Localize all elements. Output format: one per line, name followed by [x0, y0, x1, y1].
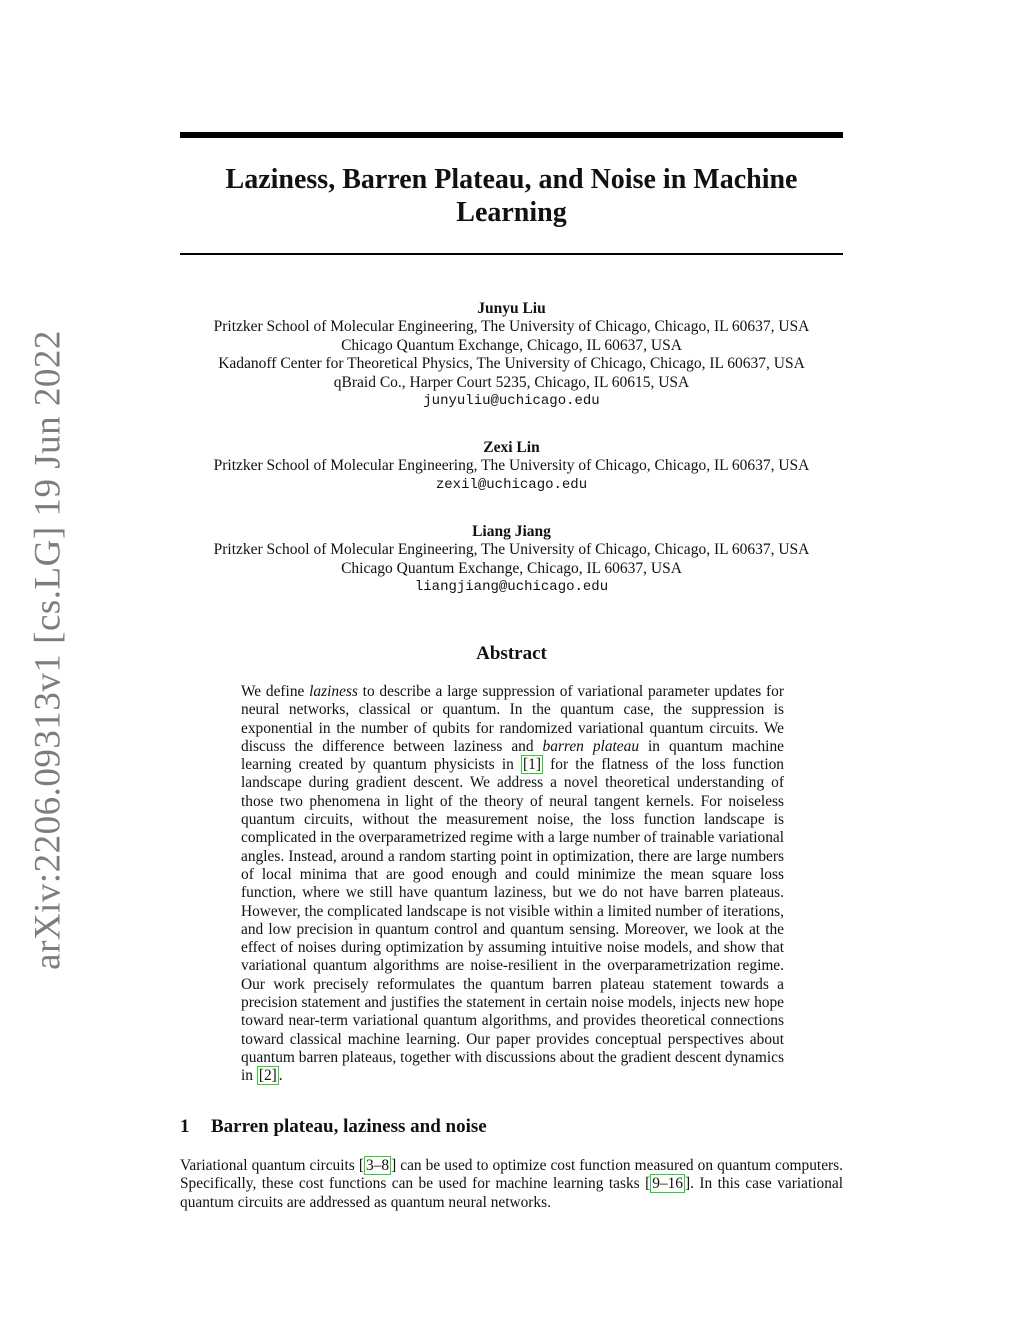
section-text: ]. In this case variational quantum circuits are addressed as quantum neural networks.: [180, 1175, 843, 1211]
abstract-emphasis-laziness: laziness: [309, 683, 358, 700]
section-text: Variational quantum circuits [: [180, 1157, 364, 1174]
section-heading: [180, 1116, 843, 1138]
author-affiliation: Pritzker School of Molecular Engineering, The University of Chicago, Chicago, IL 60637, USA: [213, 318, 810, 336]
author-affiliation: Pritzker School of Molecular Engineering, The University of Chicago, Chicago, IL 60637, USA: [213, 457, 810, 475]
section-text: ] can be used to optimize cost function measured on quantum computers. Specifically, these cost functions can be used for machine learning tasks [: [180, 1157, 843, 1193]
abstract-emphasis-barren-plateau: barren plateau: [542, 737, 640, 755]
section-body: [180, 1157, 843, 1212]
author-block-zexi-lin: [150, 439, 873, 494]
author-email[interactable]: junyuliu@uchicago.edu: [423, 393, 600, 410]
abstract-text: to describe a large suppression of variational parameter updates for neural networks, classical or quantum. In the quantum case, the suppression is exponential in the number of qubits for randomized variational quantum circuits. We discuss the difference between laziness and: [241, 683, 784, 755]
abstract-heading: Abstract: [476, 643, 547, 664]
citation-link[interactable]: 3–8: [365, 1157, 390, 1174]
citation-link[interactable]: [2]: [258, 1067, 277, 1085]
author-affiliation: Chicago Quantum Exchange, Chicago, IL 60637, USA: [341, 559, 682, 577]
title-line-1: Laziness, Barren Plateau, and Noise in Machine: [225, 164, 798, 195]
arxiv-identifier: arXiv:2206.09313v1 [cs.LG] 19 Jun 2022: [27, 330, 69, 970]
author-name: Zexi Lin: [483, 439, 540, 456]
citation-link[interactable]: 9–16: [652, 1175, 683, 1193]
section-title: Barren plateau, laziness and noise: [211, 1116, 487, 1137]
author-email[interactable]: liangjiang@uchicago.edu: [414, 579, 609, 596]
author-email[interactable]: zexil@uchicago.edu: [435, 476, 588, 493]
title-top-rule: [180, 132, 843, 138]
citation-link[interactable]: [1]: [523, 756, 541, 774]
author-block-liang-jiang: [150, 523, 873, 597]
title-line-2: Learning: [456, 197, 567, 228]
abstract-text: for the flatness of the loss function landscape during gradient descent. We address a novel theoretical understanding of those two phenomena in light of the theory of neural tangent kernels. For noiseless quantum circuits, without the measurement noise, the loss function landscape is complicated in the overparametrized regime with a large number of trainable variational angles. Instead, around a random starting point in optimization, there are large numbers of local minima that are good enough and could minimize the mean square loss function, where we still have quantum laziness, but we do not have barren plateaus. However, the complicated landscape is not visible within a limited number of iterations, and low precision in quantum control and quantum sensing. Moreover, we look at the effect of noises during optimization by assuming intuitive noise models, and show that variational quantum algorithms are noise-resilient in the overparametrization regime. Our work precisely reformulates the quantum barren plateau statement towards a precision statement and justifies the statement in certain noise models, injects new hope toward near-term variational quantum algorithms, and provides theoretical connections toward classical machine learning. Our paper provides conceptual perspectives about quantum barren plateaus, together with discussions about the gradient descent dynamics in: [241, 756, 784, 1085]
abstract-text: in quantum machine learning created by quantum physicists in: [241, 737, 784, 774]
title-bottom-rule: [180, 253, 843, 255]
author-name: Junyu Liu: [477, 300, 546, 317]
author-affiliation: qBraid Co., Harper Court 5235, Chicago, IL 60615, USA: [333, 373, 690, 391]
author-name: Liang Jiang: [472, 523, 551, 540]
author-block-junyu-liu: [150, 300, 873, 410]
author-affiliation: Kadanoff Center for Theoretical Physics, The University of Chicago, Chicago, IL 60637, USA: [218, 355, 805, 373]
abstract-body: [241, 683, 784, 1086]
section-number: 1: [180, 1116, 190, 1137]
author-affiliation: Chicago Quantum Exchange, Chicago, IL 60637, USA: [341, 336, 682, 354]
author-affiliation: Pritzker School of Molecular Engineering, The University of Chicago, Chicago, IL 60637, USA: [213, 541, 810, 559]
abstract-text: We define: [241, 683, 310, 700]
paper-title: [180, 163, 843, 229]
abstract-text: .: [278, 1067, 283, 1085]
